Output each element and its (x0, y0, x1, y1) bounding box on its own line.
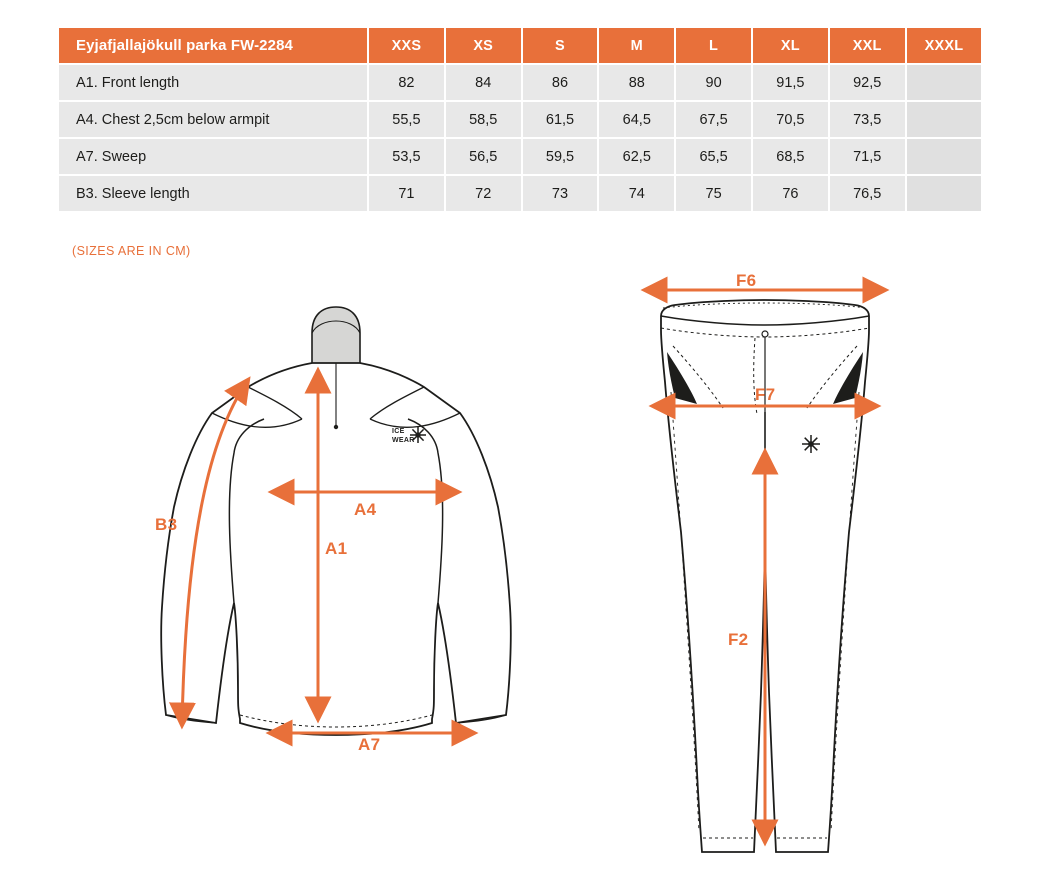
dimension-label-a4: A4 (354, 500, 377, 519)
cell-b3-m: 74 (598, 175, 675, 212)
pants-figure (615, 272, 915, 887)
jacket-zipper-pull (334, 425, 338, 429)
cell-a1-m: 88 (598, 64, 675, 101)
cell-a7-xl: 68,5 (752, 138, 829, 175)
cell-a1-xxl: 92,5 (829, 64, 906, 101)
cell-a7-m: 62,5 (598, 138, 675, 175)
cell-b3-xl: 76 (752, 175, 829, 212)
row-label-a4: A4. Chest 2,5cm below armpit (58, 101, 368, 138)
size-table (57, 26, 983, 213)
pants-logo-star-icon (802, 435, 820, 453)
table-header-product: Eyjafjallajökull parka FW-2284 (58, 27, 368, 64)
row-label-a1: A1. Front length (58, 64, 368, 101)
table-header-row (58, 27, 982, 64)
cell-b3-xxl: 76,5 (829, 175, 906, 212)
dimension-label-f2: F2 (728, 630, 749, 649)
cell-a7-xxs: 53,5 (368, 138, 445, 175)
cell-a1-xs: 84 (445, 64, 522, 101)
jacket-collar (312, 307, 360, 365)
cell-a4-xxl: 73,5 (829, 101, 906, 138)
cell-a4-xs: 58,5 (445, 101, 522, 138)
cell-a7-xxl: 71,5 (829, 138, 906, 175)
table-header-m: M (598, 27, 675, 64)
table-header-xl: XL (752, 27, 829, 64)
table-header-xs: XS (445, 27, 522, 64)
table-header-xxl: XXL (829, 27, 906, 64)
cell-b3-xxxl (906, 175, 983, 212)
dimension-label-a7: A7 (358, 735, 381, 754)
cell-a1-xxxl (906, 64, 983, 101)
table-row (58, 64, 982, 101)
dimension-label-a1: A1 (325, 539, 348, 558)
cell-a4-l: 67,5 (675, 101, 752, 138)
units-note: (SIZES ARE IN CM) (72, 244, 191, 258)
jacket-figure (140, 285, 520, 870)
cell-a4-xl: 70,5 (752, 101, 829, 138)
cell-a7-xxxl (906, 138, 983, 175)
cell-a4-m: 64,5 (598, 101, 675, 138)
table-row (58, 101, 982, 138)
dimension-label-f7: F7 (755, 385, 776, 404)
cell-a1-s: 86 (522, 64, 599, 101)
cell-a7-s: 59,5 (522, 138, 599, 175)
table-header-s: S (522, 27, 599, 64)
brand-text-line2: WEAR (392, 437, 415, 444)
table-header-xxs: XXS (368, 27, 445, 64)
table-header-l: L (675, 27, 752, 64)
cell-a4-s: 61,5 (522, 101, 599, 138)
cell-a4-xxs: 55,5 (368, 101, 445, 138)
cell-a7-l: 65,5 (675, 138, 752, 175)
table-row (58, 138, 982, 175)
dimension-label-f6: F6 (736, 271, 757, 290)
row-label-b3: B3. Sleeve length (58, 175, 368, 212)
cell-a1-xxs: 82 (368, 64, 445, 101)
size-table-container (57, 26, 982, 213)
cell-a7-xs: 56,5 (445, 138, 522, 175)
brand-text-line1: ICE (392, 428, 405, 435)
cell-b3-l: 75 (675, 175, 752, 212)
table-row (58, 175, 982, 212)
cell-b3-s: 73 (522, 175, 599, 212)
cell-b3-xxs: 71 (368, 175, 445, 212)
table-header-xxxl: XXXL (906, 27, 983, 64)
cell-b3-xs: 72 (445, 175, 522, 212)
row-label-a7: A7. Sweep (58, 138, 368, 175)
cell-a4-xxxl (906, 101, 983, 138)
dimension-label-b3: B3 (155, 515, 178, 534)
cell-a1-l: 90 (675, 64, 752, 101)
cell-a1-xl: 91,5 (752, 64, 829, 101)
pants-waist-button-icon (762, 331, 768, 337)
